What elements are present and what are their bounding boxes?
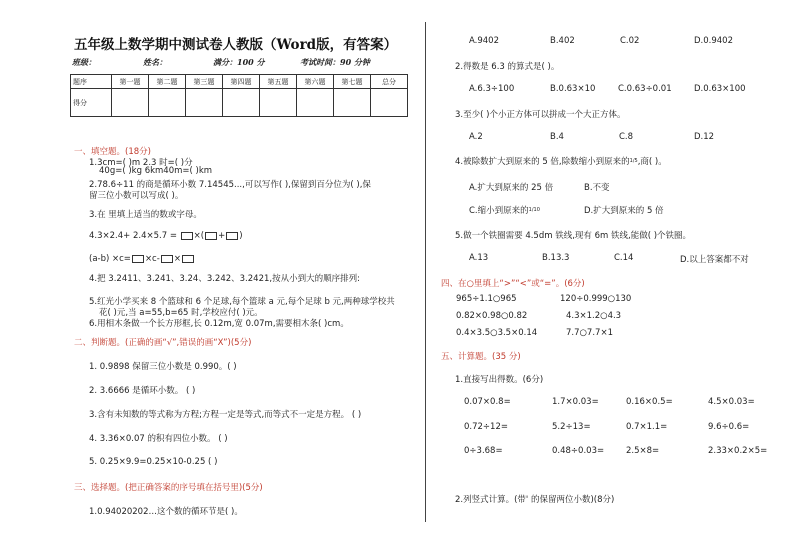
choice-q4: [455, 155, 667, 167]
exam-time-text: 考试时间：90 分钟: [300, 57, 370, 67]
choice-q2-option-c[interactable]: C.0.63÷0.01: [618, 84, 672, 94]
full-score-text: 满分：100 分: [213, 57, 265, 67]
compare-item: 120÷0.999○130: [560, 294, 632, 304]
choice-q2: 2.得数是 6.3 的算式是( )。: [455, 62, 560, 72]
score-cell[interactable]: [223, 89, 260, 117]
choice-q1-option-a[interactable]: A.9402: [469, 36, 499, 46]
choice-q5-option-d[interactable]: D.以上答案都不对: [680, 255, 749, 265]
fraction-one-fifth: 1/5: [629, 158, 638, 164]
choice-q3: 3.至少( )个小正方体可以拼成一个大正方体。: [455, 110, 626, 120]
exam-title: 五年级上数学期中测试卷人教版（Word版，有答案）: [74, 37, 398, 53]
answer-box[interactable]: [182, 255, 194, 263]
score-cell[interactable]: [149, 89, 186, 117]
fill-q4b-text: (a-b) ×c=: [89, 254, 131, 264]
score-header-cell: 总分: [371, 75, 408, 89]
choice-q2-option-a[interactable]: A.6.3÷100: [469, 84, 515, 94]
calc-item: 5.2÷13=: [552, 422, 591, 432]
calc-q2-title: 2.列竖式计算。(带' 的保留两位小数)(8分): [455, 495, 615, 505]
choice-q3-option-c[interactable]: C.8: [619, 132, 634, 142]
section-1-title: 一、填空题。(18分): [74, 147, 151, 157]
fill-q6a: 5.红光小学买来 8 个篮球和 6 个足球,每个篮球 a 元,每个足球 b 元,两种球学校共: [89, 297, 395, 307]
choice-q5-option-a[interactable]: A.13: [469, 253, 489, 263]
choice-q4-option-a[interactable]: A.扩大到原来的 25 倍: [469, 183, 554, 193]
choice-q5: 5.做一个铁圈需要 4.5dm 铁线,现有 6m 铁线,能做( )个铁圈。: [455, 231, 692, 241]
judge-q1: 1. 0.9898 保留三位小数是 0.990。( ): [89, 362, 237, 372]
choice-q3-option-d[interactable]: D.12: [694, 132, 715, 142]
calc-item: 0.48÷0.03=: [552, 446, 605, 456]
class-label: 班级：: [72, 57, 96, 67]
calc-item: 0.07×0.8=: [464, 397, 511, 407]
calc-q1-title: 1.直接写出得数。(6分): [455, 375, 544, 385]
choice-q4-option-c[interactable]: [469, 204, 540, 216]
score-header-cell: 第七题: [334, 75, 371, 89]
choice-q1-option-d[interactable]: D.0.9402: [694, 36, 733, 46]
score-header-cell: 第六题: [297, 75, 334, 89]
answer-box[interactable]: [132, 255, 144, 263]
fill-q4-line1: 4.3×2.4+ 2.4×5.7 = ×( + ): [89, 231, 243, 241]
score-header-cell: 第四题: [223, 75, 260, 89]
choice-q1: 1.0.94020202…这个数的循环节是( )。: [89, 507, 243, 517]
fill-q4-text: 4.3×2.4+ 2.4×5.7 =: [89, 231, 177, 241]
choice-q4-end: ,商( )。: [637, 157, 667, 167]
score-table-header-row: [71, 75, 408, 89]
compare-item: 7.7○7.7×1: [566, 328, 613, 338]
calc-item: 4.5×0.03=: [708, 397, 755, 407]
score-cell[interactable]: [260, 89, 297, 117]
score-cell[interactable]: [371, 89, 408, 117]
fill-q4-line2: [89, 254, 195, 264]
choice-q4-text: 4.被除数扩大到原来的 5 倍,除数缩小到原来的: [455, 157, 630, 167]
compare-item: 0.4×3.5○3.5×0.14: [456, 328, 538, 338]
choice-q3-option-b[interactable]: B.4: [550, 132, 564, 142]
score-table-score-row: [71, 89, 408, 117]
answer-box[interactable]: [205, 232, 217, 240]
fill-q1a: 1.3cm=( )m 2.3 时=( )分: [89, 158, 193, 168]
fill-q1b: 40g=( )kg 6km40m=( )km: [99, 166, 213, 176]
choice-q4-option-c-text: C.缩小到原来的: [469, 206, 529, 216]
name-label: 姓名：: [143, 57, 167, 67]
fill-q2a: 2.78.6÷11 的商是循环小数 7.14545...,可以写作( ),保留到百分位为( ),保: [89, 180, 371, 190]
judge-q3: 3.含有未知数的等式称为方程;方程一定是等式,而等式不一定是方程。 ( ): [89, 410, 362, 420]
score-header-cell: 第一题: [112, 75, 149, 89]
score-header-cell: 第三题: [186, 75, 223, 89]
fill-q3: 3.在 里填上适当的数或字母。: [89, 210, 202, 220]
score-header-cell: 第五题: [260, 75, 297, 89]
score-cell[interactable]: [334, 89, 371, 117]
score-cell[interactable]: [112, 89, 149, 117]
fill-q6b: 花( )元,当 a=55,b=65 时,学校应付( )元。: [99, 308, 263, 318]
choice-q4-option-b[interactable]: B.不变: [584, 183, 610, 193]
fill-q4d-text: ×: [173, 254, 181, 264]
fill-q2b: 留三位小数可以写成( )。: [89, 191, 184, 201]
answer-box[interactable]: [181, 232, 193, 240]
choice-q4-option-d[interactable]: D.扩大到原来的 5 倍: [584, 206, 664, 216]
answer-box[interactable]: [161, 255, 173, 263]
choice-q1-option-b[interactable]: B.402: [550, 36, 575, 46]
fill-q4c-text: ×c-: [144, 254, 160, 264]
choice-q1-option-c[interactable]: C.02: [620, 36, 640, 46]
choice-q5-option-c[interactable]: C.14: [614, 253, 634, 263]
calc-item: 0÷3.68=: [464, 446, 503, 456]
answer-box[interactable]: [226, 232, 238, 240]
fill-q7: 6.用相木条做一个长方形框,长 0.12m,宽 0.07m,需要相木条( )cm。: [89, 319, 349, 329]
choice-q2-option-b[interactable]: B.0.63×10: [550, 84, 596, 94]
compare-item: 4.3×1.2○4.3: [566, 311, 622, 321]
judge-q2: 2. 3.6666 是循环小数。 ( ): [89, 386, 196, 396]
section-2-title: 二、判断题。(正确的画“√”,错误的画“X”)(5分): [74, 338, 252, 348]
score-cell[interactable]: [297, 89, 334, 117]
fill-q5: 4.把 3.2411、3.241、3.24、3.242、3.2421,按从小到大的顺序排列:: [89, 274, 360, 284]
section-5-title: 五、计算题。(35 分): [441, 352, 521, 362]
choice-q3-option-a[interactable]: A.2: [469, 132, 483, 142]
score-table: [70, 74, 408, 117]
choice-q5-option-b[interactable]: B.13.3: [542, 253, 570, 263]
calc-item: 9.6÷0.6=: [708, 422, 750, 432]
calc-item: 1.7×0.03=: [552, 397, 599, 407]
fraction-one-tenth: 1/10: [528, 207, 540, 213]
calc-item: 2.5×8=: [626, 446, 660, 456]
score-header-cell: 第二题: [149, 75, 186, 89]
section-3-title: 三、选择题。(把正确答案的序号填在括号里)(5分): [74, 483, 263, 493]
calc-item: 0.72÷12=: [464, 422, 508, 432]
compare-item: 0.82×0.98○0.82: [456, 311, 528, 321]
calc-item: 0.7×1.1=: [626, 422, 668, 432]
judge-q5: 5. 0.25×9.9=0.25×10-0.25 ( ): [89, 457, 218, 467]
column-divider: [425, 22, 426, 522]
score-row-label: 得分: [71, 89, 112, 117]
section-4-title: 四、在○里填上“>”“<”或“=”。(6分): [441, 279, 585, 289]
compare-item: 965÷1.1○965: [456, 294, 517, 304]
choice-q2-option-d[interactable]: D.0.63×100: [694, 84, 746, 94]
calc-item: 0.16×0.5=: [626, 397, 673, 407]
score-header-cell: 题序: [71, 75, 112, 89]
judge-q4: 4. 3.36×0.07 的积有四位小数。 ( ): [89, 434, 228, 444]
calc-item: 2.33×0.2×5=: [708, 446, 768, 456]
score-cell[interactable]: [186, 89, 223, 117]
